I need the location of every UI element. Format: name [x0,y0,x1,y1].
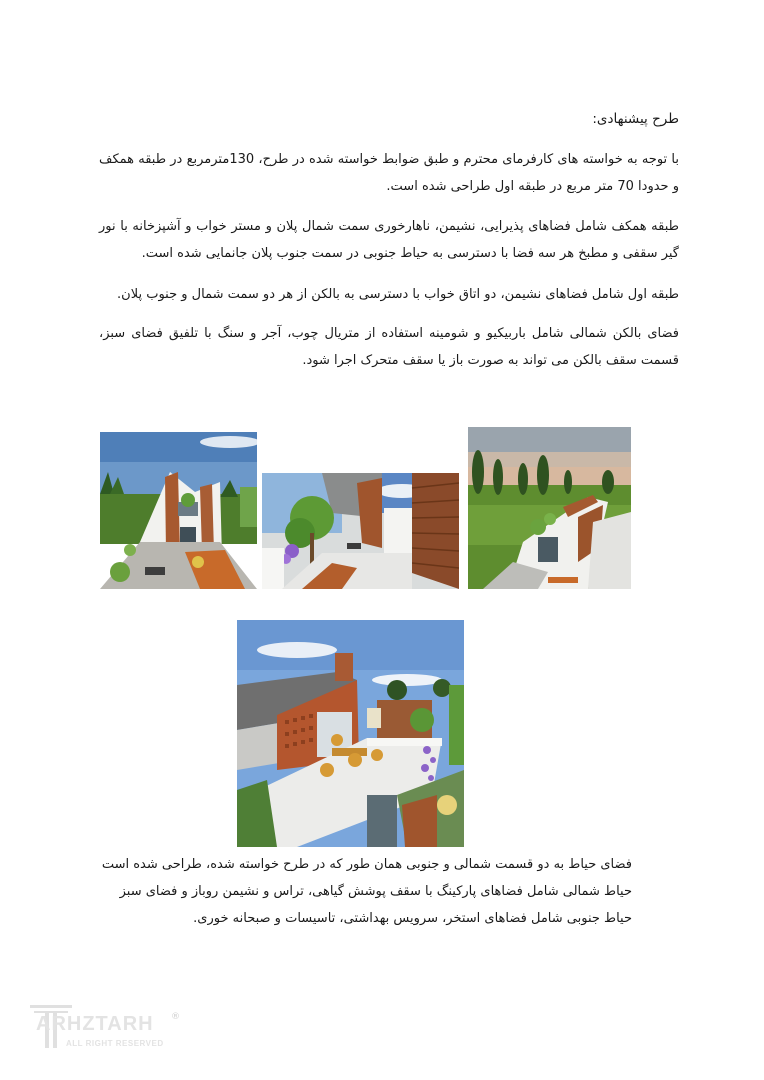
section-heading: طرح پیشنهادی: [592,111,679,127]
render-balcony-image [237,620,464,847]
paragraph-area: با توجه به خواسته های کارفرمای محترم و طبق ضوابط خواسته شده در طرح، 130مترمربع در طبقه همکف و حدودا 70 متر مربع در طبقه اول طراحی شده است. [99,152,679,194]
paragraph-first-floor: طبقه اول شامل فضاهای نشیمن، دو اتاق خواب با دسترسی به بالکن از هر دو سمت شمال و جنوب پلان. [117,287,679,302]
render-courtyard-image [100,432,257,589]
registered-mark: ® [171,1012,180,1022]
courtyard-caption [92,851,632,932]
paragraph-balcony: فضای بالکن شمالی شامل باربیکیو و شومینه استفاده از متریال چوب، آجر و سنگ با تلفیق فضای سبز، قسمت سقف بالکن می تواند به صورت باز یا سقف متحرک اجرا شود. [99,326,679,368]
caption-line: حیاط شمالی شامل فضاهای پارکینگ با سقف پوشش گیاهی، تراس و نشیمن روباز و فضای سبز [119,884,632,899]
logo-subtext: ALL RIGHT RESERVED [66,1039,164,1048]
render-aerial-image [468,427,631,589]
logo-wordmark: ARHZTARH [36,1013,154,1035]
caption-line: فضای حیاط به دو قسمت شمالی و جنوبی همان طور که در طرح خواسته شده، طراحی شده است [101,857,632,872]
paragraph-ground-floor: طبقه همکف شامل فضاهای پذیرایی، نشیمن، ناهارخوری سمت شمال پلان و مستر خواب و آشپزخانه با نور گیر سقفی و مطبخ هر سه فضا با دسترسی به حیاط جنوبی در سمت جنوب پلان جانمایی شده است. [99,219,679,261]
caption-line: حیاط جنوبی شامل فضاهای استخر، سرویس بهداشتی، تاسیسات و صبحانه خوری. [193,911,632,926]
render-passage-image [262,473,459,589]
